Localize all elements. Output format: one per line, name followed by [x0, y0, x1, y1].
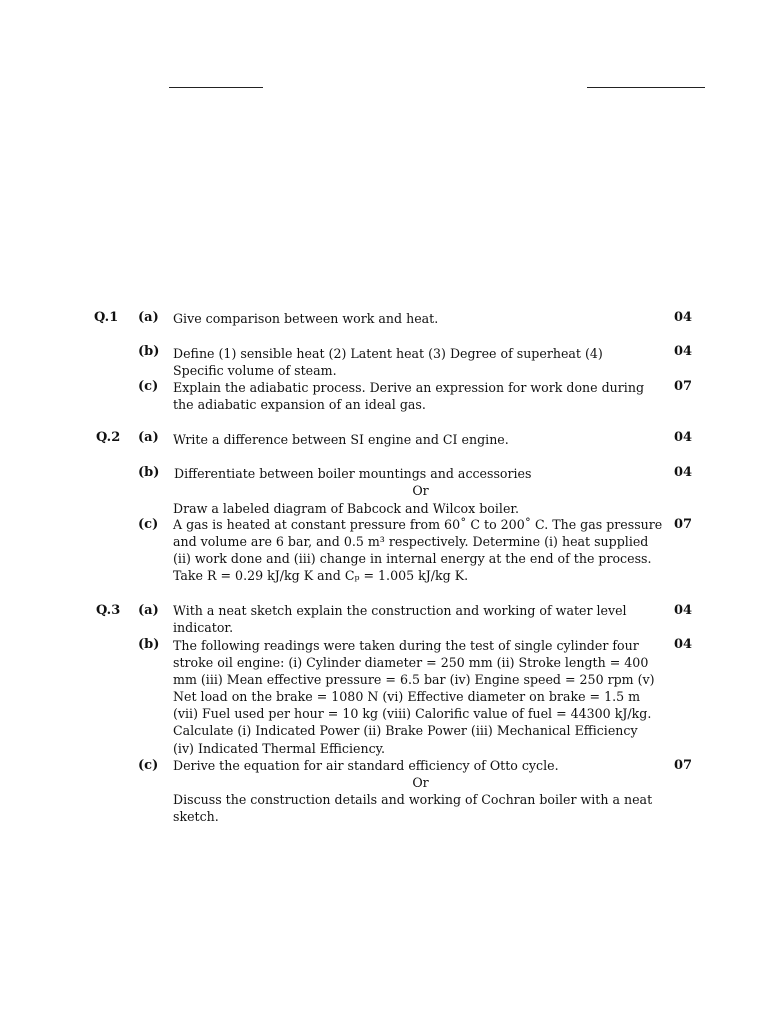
- question-number: Q.1: [94, 310, 119, 325]
- text-line: stroke oil engine: (i) Cylinder diameter = 250 mm (ii) Stroke length = 400: [173, 655, 649, 671]
- text-line: and volume are 6 bar, and 0.5 m³ respectively. Determine (i) heat supplied: [173, 534, 649, 550]
- part-label: (a): [138, 603, 159, 618]
- question-text: [173, 431, 668, 448]
- question-number: Q.2: [96, 430, 121, 445]
- blank-line-right: [587, 87, 705, 88]
- text-line: A gas is heated at constant pressure from 60˚ C to 200˚ C. The gas pressure: [173, 517, 663, 532]
- marks: 04: [674, 465, 693, 480]
- question-text: [173, 757, 668, 774]
- part-label: (c): [138, 379, 159, 394]
- question-text: [173, 637, 668, 757]
- question-text: [173, 345, 668, 379]
- part-label: (b): [138, 344, 160, 359]
- marks: 07: [674, 758, 693, 773]
- or-separator: Or: [412, 775, 429, 790]
- text-line: Define (1) sensible heat (2) Latent heat (3) Degree of superheat (4): [173, 346, 603, 361]
- part-label: (b): [138, 637, 160, 652]
- text-line: Discuss the construction details and working of Cochran boiler with a neat: [173, 792, 653, 807]
- question-text-alternative: [173, 791, 668, 825]
- question-number: Q.3: [96, 603, 121, 618]
- text-line: Draw a labeled diagram of Babcock and Wilcox boiler.: [173, 501, 520, 516]
- text-line: Derive the equation for air standard efficiency of Otto cycle.: [173, 758, 559, 773]
- text-line: (iv) Indicated Thermal Efficiency.: [173, 740, 386, 756]
- text-line: mm (iii) Mean effective pressure = 6.5 bar (iv) Engine speed = 250 rpm (v): [173, 672, 655, 688]
- marks: 04: [674, 310, 693, 325]
- part-label: (a): [138, 310, 159, 325]
- text-line: (vii) Fuel used per hour = 10 kg (viii) Calorific value of fuel = 44300 kJ/kg.: [173, 706, 652, 722]
- marks: 04: [674, 637, 693, 652]
- text-line: Give comparison between work and heat.: [173, 311, 439, 326]
- text-line: sketch.: [173, 809, 219, 825]
- text-line: The following readings were taken during the test of single cylinder four: [173, 638, 639, 653]
- part-label: (a): [138, 430, 159, 445]
- text-line: Net load on the brake = 1080 N (vi) Effective diameter on brake = 1.5 m: [173, 689, 641, 705]
- text-line: (ii) work done and (iii) change in internal energy at the end of the process.: [173, 551, 652, 567]
- text-line: Specific volume of steam.: [173, 363, 337, 379]
- question-text: [174, 465, 669, 482]
- part-label: (b): [138, 465, 160, 480]
- text-line: Explain the adiabatic process. Derive an expression for work done during: [173, 380, 645, 395]
- text-line: With a neat sketch explain the construction and working of water level: [173, 603, 627, 618]
- question-text: [173, 379, 668, 413]
- part-label: (c): [138, 758, 159, 773]
- text-line: Take R = 0.29 kJ/kg K and Cₚ = 1.005 kJ/kg K.: [173, 568, 469, 584]
- question-text-alternative: [173, 500, 668, 517]
- or-separator: Or: [412, 483, 429, 498]
- text-line: Write a difference between SI engine and CI engine.: [173, 432, 509, 447]
- marks: 04: [674, 603, 693, 618]
- question-text: [173, 516, 668, 584]
- text-line: indicator.: [173, 620, 234, 636]
- question-text: [173, 602, 668, 636]
- marks: 04: [674, 344, 693, 359]
- part-label: (c): [138, 517, 159, 532]
- text-line: Calculate (i) Indicated Power (ii) Brake Power (iii) Mechanical Efficiency: [173, 723, 638, 739]
- text-line: Differentiate between boiler mountings and accessories: [174, 466, 532, 481]
- text-line: the adiabatic expansion of an ideal gas.: [173, 397, 426, 413]
- blank-line-left: [169, 87, 263, 88]
- marks: 07: [674, 517, 693, 532]
- marks: 07: [674, 379, 693, 394]
- marks: 04: [674, 430, 693, 445]
- question-text: [173, 310, 668, 327]
